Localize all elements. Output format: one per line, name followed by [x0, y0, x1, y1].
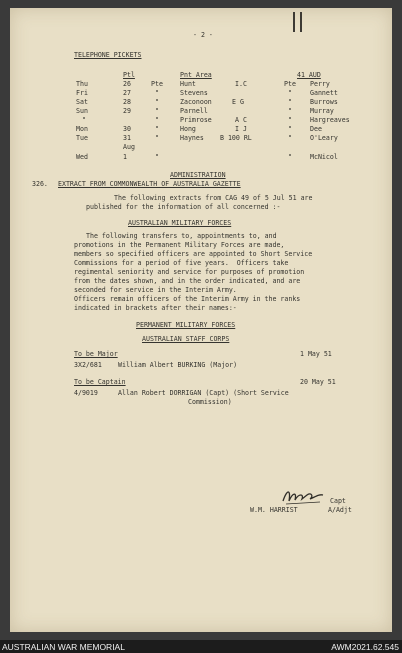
row-day: Mon — [76, 125, 88, 133]
row-rank: " — [155, 89, 159, 97]
row-name: Haynes — [180, 134, 204, 142]
row-unit: E G — [232, 98, 244, 106]
row-date: 31 — [123, 134, 131, 142]
row-rank: " — [155, 134, 159, 142]
row-unit: I J — [235, 125, 247, 133]
row-date: 30 — [123, 125, 131, 133]
row-name-2: Hargreaves — [310, 116, 350, 124]
row-rank-2: " — [288, 125, 292, 133]
row-rank-2: " — [288, 107, 292, 115]
paragraph-line: Officers remain officers of the Interim Army in the ranks — [74, 295, 301, 303]
paragraph-line: indicated in brackets after their names:- — [74, 304, 237, 312]
row-day: " — [82, 116, 86, 124]
corps-heading: AUSTRALIAN STAFF CORPS — [142, 335, 230, 343]
administration-heading: ADMINISTRATION — [170, 171, 226, 179]
document-page — [10, 8, 392, 632]
row-name: Stevens — [180, 89, 208, 97]
row-rank-2: " — [288, 116, 292, 124]
row-day: Wed — [76, 153, 88, 161]
row-unit: I.C — [235, 80, 247, 88]
accession-number: AWM2021.62.545 — [331, 642, 399, 652]
column-group-heading: 41 AUD — [297, 71, 321, 79]
row-name-2: McNicol — [310, 153, 338, 161]
row-rank: Pte — [151, 80, 163, 88]
row-rank: " — [155, 125, 159, 133]
major-entry-number: 3X2/681 — [74, 361, 102, 369]
document-body — [10, 8, 392, 632]
captain-date: 20 May 51 — [300, 378, 336, 386]
row-date: 28 — [123, 98, 131, 106]
row-rank-2: " — [288, 89, 292, 97]
row-name-2: Gannett — [310, 89, 338, 97]
page-number: - 2 - — [193, 31, 213, 39]
section-title: AUSTRALIAN MILITARY FORCES — [128, 219, 232, 227]
paragraph-line: promotions in the Permanent Military Forces are made, — [74, 241, 285, 249]
row-day: Sat — [76, 98, 88, 106]
major-date: 1 May 51 — [300, 350, 332, 358]
row-date: 29 — [123, 107, 131, 115]
signatory-name: W.M. HARRIST — [250, 506, 298, 514]
row-name: Primrose — [180, 116, 212, 124]
row-name-2: Perry — [310, 80, 330, 88]
pmf-heading: PERMANENT MILITARY FORCES — [136, 321, 236, 329]
row-day: Tue — [76, 134, 88, 142]
to-be-major: To be Major — [74, 350, 118, 358]
paragraph-line: regimental seniority and service for purposes of promotion — [74, 268, 305, 276]
row-date: 1 — [123, 153, 127, 161]
row-day: Fri — [76, 89, 88, 97]
column-group-heading: Pnt Area — [180, 71, 212, 79]
row-rank-2: Pte — [284, 80, 296, 88]
major-entry-name: William Albert BURKING (Major) — [118, 361, 238, 369]
row-rank-2: " — [288, 153, 292, 161]
archive-footer — [0, 640, 402, 653]
paragraph-line: seconded for service in the Interim Army. — [74, 286, 237, 294]
row-name-2: Murray — [310, 107, 334, 115]
row-rank-2: " — [288, 98, 292, 106]
row-rank: " — [155, 98, 159, 106]
binder-mark — [300, 12, 302, 32]
intro-line: The following extracts from CAG 49 of 5 Jul 51 are — [114, 194, 313, 202]
row-date: 27 — [123, 89, 131, 97]
signatory-rank: Capt — [330, 497, 346, 505]
item-number: 326. — [32, 180, 48, 188]
captain-entry-number: 4/9019 — [74, 389, 98, 397]
signatory-appointment: A/Adjt — [328, 506, 352, 514]
row-name-2: Dee — [310, 125, 322, 133]
captain-entry-name: Allan Robert DORRIGAN (Capt) (Short Service — [118, 389, 289, 397]
to-be-captain: To be Captain — [74, 378, 126, 386]
row-date: 26 — [123, 80, 131, 88]
row-rank: " — [155, 153, 159, 161]
paragraph-line: from the dates shown, and in the order indicated, and are — [74, 277, 301, 285]
paragraph-line: The following transfers to, appointments to, and — [86, 232, 277, 240]
row-rank: " — [155, 116, 159, 124]
captain-entry-continued: Commission) — [188, 398, 232, 406]
row-name: Hunt — [180, 80, 196, 88]
binder-mark — [293, 12, 295, 32]
item-title: EXTRACT FROM COMMONWEALTH OF AUSTRALIA GAZETTE — [58, 180, 241, 188]
institution-label: AUSTRALIAN WAR MEMORIAL — [2, 642, 125, 652]
row-name-2: O'Leary — [310, 134, 338, 142]
row-rank-2: " — [288, 134, 292, 142]
row-day: Thu — [76, 80, 88, 88]
row-name: Zaconoon — [180, 98, 212, 106]
row-unit: B 100 RL — [220, 134, 252, 142]
row-name: Parnell — [180, 107, 208, 115]
row-unit: A C — [235, 116, 247, 124]
column-group-heading: Ptl — [123, 71, 135, 79]
handwritten-signature — [280, 486, 326, 508]
row-day: Sun — [76, 107, 88, 115]
intro-line: published for the information of all concerned :- — [86, 203, 281, 211]
paragraph-line: members so specified officers are appointed to Short Service — [74, 250, 313, 258]
row-name-2: Burrows — [310, 98, 338, 106]
paragraph-line: Commissions for a period of five years. Officers take — [74, 259, 289, 267]
row-date: Aug — [123, 143, 135, 151]
row-name: Hong — [180, 125, 196, 133]
row-rank: " — [155, 107, 159, 115]
telephone-pickets-title: TELEPHONE PICKETS — [74, 51, 142, 59]
